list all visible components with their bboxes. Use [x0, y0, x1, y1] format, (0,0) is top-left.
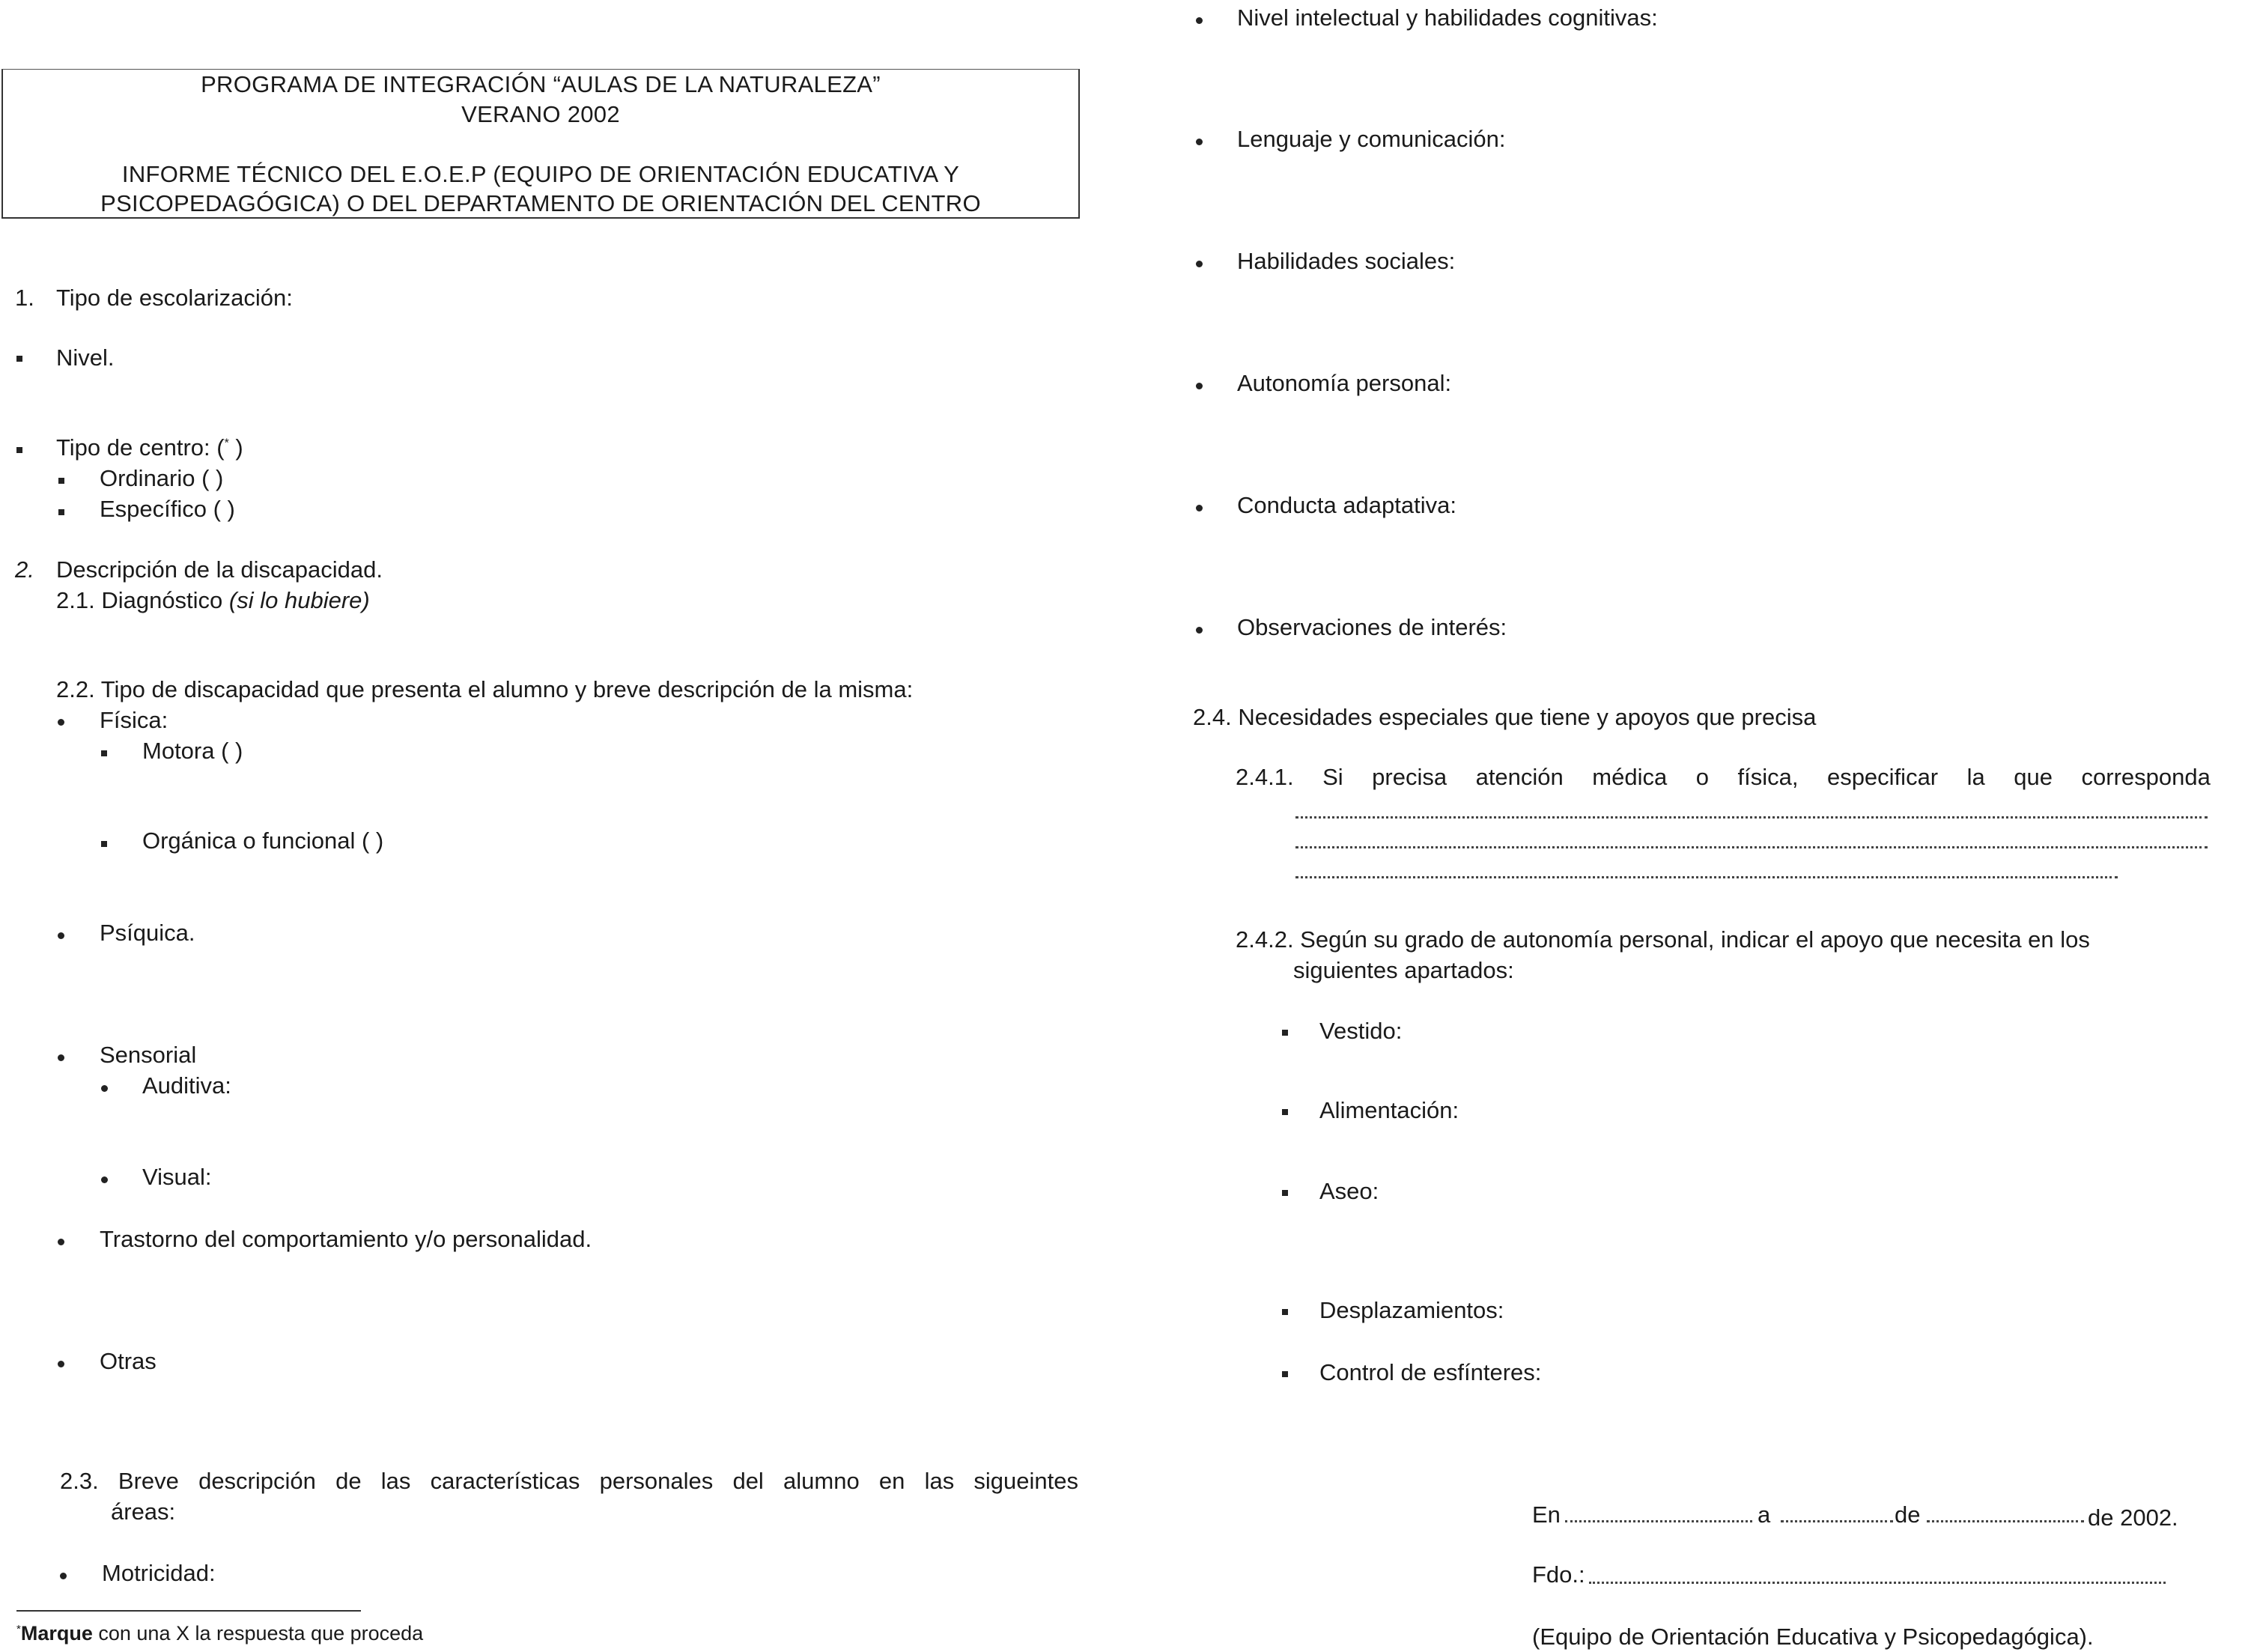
apoyo-aseo: Aseo: [1319, 1178, 1379, 1204]
option-visual: Visual: [142, 1164, 212, 1190]
square-bullet-icon [1282, 1190, 1288, 1196]
area-autonomia: Autonomía personal: [1237, 370, 1452, 396]
category-trastorno: Trastorno del comportamiento y/o personalidad. [100, 1226, 592, 1252]
round-bullet-icon [58, 1361, 64, 1367]
signature-fdo-label: Fdo.: [1532, 1561, 1585, 1588]
section-2-title: Descripción de la discapacidad. [56, 556, 383, 583]
section-2-4-2-title: 2.4.2. Según su grado de autonomía personal, indicar el apoyo que necesita en los [1236, 926, 2090, 953]
category-fisica: Física: [100, 707, 168, 733]
month-fill-line [1927, 1520, 2084, 1522]
s241-word: corresponda [2081, 764, 2211, 790]
diagnostico-label: 2.1. Diagnóstico [56, 587, 229, 613]
apoyo-control-esfinteres: Control de esfínteres: [1319, 1359, 1542, 1385]
s23-word: de [335, 1468, 362, 1494]
square-bullet-icon [1282, 1030, 1288, 1036]
square-bullet-icon [1282, 1109, 1288, 1115]
s23-word: sigueintes [973, 1468, 1078, 1494]
s23-word: las [924, 1468, 955, 1494]
tipo-centro-close: ) [228, 434, 243, 461]
round-bullet-icon [58, 719, 64, 726]
round-bullet-icon [1196, 261, 1203, 267]
s23-word: en [878, 1468, 905, 1494]
section-2-3-title [60, 1468, 1078, 1495]
footnote-mark: * [16, 1623, 21, 1636]
signature-de-label: de [1895, 1501, 1921, 1528]
s23-word: características [430, 1468, 580, 1494]
area-nivel-intelectual: Nivel intelectual y habilidades cognitivas: [1237, 4, 1658, 31]
square-bullet-icon [1282, 1309, 1288, 1315]
area-habilidades-sociales: Habilidades sociales: [1237, 248, 1456, 274]
option-auditiva: Auditiva: [142, 1072, 231, 1099]
option-especifico: Específico ( ) [100, 496, 235, 522]
square-bullet-icon [58, 478, 64, 484]
section-2-3-title-cont: áreas: [111, 1498, 176, 1525]
round-bullet-icon [58, 1239, 64, 1245]
area-observaciones: Observaciones de interés: [1237, 614, 1507, 640]
apoyo-desplazamientos: Desplazamientos: [1319, 1297, 1504, 1323]
signature-a-label: a [1758, 1501, 1771, 1528]
footnote-divider [16, 1610, 361, 1612]
round-bullet-icon [1196, 139, 1203, 145]
header-program-title: PROGRAMA DE INTEGRACIÓN “AULAS DE LA NATURALEZA” [201, 71, 881, 97]
footnote-text: con una X la respuesta que proceda [92, 1622, 424, 1645]
signature-year: de 2002. [2088, 1504, 2178, 1531]
section-2-4-1-title [1236, 764, 2211, 791]
square-bullet-icon [1282, 1371, 1288, 1377]
fill-line [1295, 876, 2118, 878]
category-psiquica: Psíquica. [100, 920, 195, 946]
header-report-title-1: INFORME TÉCNICO DEL E.O.E.P (EQUIPO DE ORIENTACIÓN EDUCATIVA Y [121, 161, 960, 187]
footnote [16, 1622, 423, 1645]
header-year: VERANO 2002 [461, 101, 620, 127]
header-report-title-2: PSICOPEDAGÓGICA) O DEL DEPARTAMENTO DE ORIENTACIÓN DEL CENTRO [100, 190, 981, 216]
section-2-4-title: 2.4. Necesidades especiales que tiene y apoyos que precisa [1193, 704, 1817, 730]
signature-fill-line [1589, 1582, 2166, 1584]
s241-word: especificar [1826, 764, 1939, 790]
footnote-bold: Marque [20, 1622, 93, 1645]
option-ordinario: Ordinario ( ) [100, 465, 224, 491]
round-bullet-icon [101, 1085, 108, 1092]
section-2-1-diagnostico [56, 587, 370, 614]
s241-word: médica [1592, 764, 1668, 790]
area-lenguaje: Lenguaje y comunicación: [1237, 126, 1506, 152]
round-bullet-icon [58, 932, 64, 939]
s241-word: atención [1475, 764, 1564, 790]
s23-word: descripción [198, 1468, 316, 1494]
section-1-title: Tipo de escolarización: [56, 285, 293, 311]
s23-word: alumno [783, 1468, 860, 1494]
round-bullet-icon [1196, 627, 1203, 634]
square-bullet-icon [58, 509, 64, 515]
s23-word: 2.3. [60, 1468, 99, 1494]
category-otras: Otras [100, 1348, 157, 1374]
option-motora: Motora ( ) [142, 738, 243, 764]
day-fill-line [1781, 1520, 1893, 1522]
field-nivel: Nivel. [56, 344, 115, 371]
s241-word: 2.4.1. [1236, 764, 1294, 790]
place-fill-line [1565, 1520, 1752, 1522]
square-bullet-icon [101, 750, 107, 756]
section-1-number: 1. [15, 285, 34, 311]
apoyo-vestido: Vestido: [1319, 1018, 1403, 1044]
area-conducta: Conducta adaptativa: [1237, 492, 1456, 518]
signature-place-label: En [1532, 1501, 1561, 1528]
category-sensorial: Sensorial [100, 1042, 197, 1068]
diagnostico-note: (si lo hubiere) [228, 587, 370, 613]
s23-word: las [380, 1468, 411, 1494]
s241-word: o [1695, 764, 1709, 790]
s23-word: Breve [118, 1468, 179, 1494]
s241-word: física, [1737, 764, 1799, 790]
s23-word: personales [599, 1468, 714, 1494]
fill-line [1295, 816, 2208, 819]
round-bullet-icon [1196, 383, 1203, 389]
field-tipo-centro [56, 434, 243, 461]
square-bullet-icon [16, 447, 22, 453]
round-bullet-icon [1196, 17, 1203, 24]
round-bullet-icon [60, 1573, 67, 1579]
round-bullet-icon [58, 1054, 64, 1061]
round-bullet-icon [101, 1176, 108, 1183]
fill-line [1295, 846, 2208, 848]
option-organica: Orgánica o funcional ( ) [142, 827, 384, 854]
tipo-centro-label: Tipo de centro: ( [56, 434, 225, 461]
apoyo-alimentacion: Alimentación: [1319, 1097, 1459, 1123]
square-bullet-icon [16, 356, 22, 362]
section-2-2-title: 2.2. Tipo de discapacidad que presenta el alumno y breve descripción de la misma: [56, 676, 914, 702]
s241-word: precisa [1372, 764, 1447, 790]
s241-word: que [2014, 764, 2053, 790]
s241-word: la [1966, 764, 1985, 790]
s241-word: Si [1322, 764, 1343, 790]
s23-word: del [732, 1468, 764, 1494]
round-bullet-icon [1196, 505, 1203, 511]
section-2-4-2-title-cont: siguientes apartados: [1293, 957, 1514, 983]
area-motricidad: Motricidad: [102, 1560, 216, 1586]
section-2-number: 2. [15, 556, 34, 583]
footnote-mark: * [224, 437, 229, 450]
square-bullet-icon [101, 841, 107, 847]
signature-equipo: (Equipo de Orientación Educativa y Psicopedagógica). [1532, 1624, 2094, 1650]
